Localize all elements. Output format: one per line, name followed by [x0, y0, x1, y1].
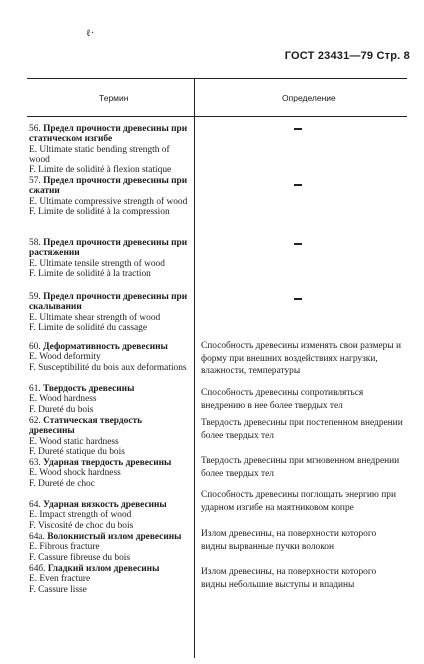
definition-dash-56 [294, 128, 302, 130]
term-ru: Гладкий излом древесины [47, 564, 160, 574]
term-ru: Предел прочности древесины при растяжении [29, 238, 188, 259]
term-fr: F. Dureté du bois [29, 404, 94, 415]
term-number: 60. [29, 342, 41, 352]
term-entry-56 [29, 124, 190, 176]
term-number: 56. [29, 124, 41, 134]
term-ru: Ударная вязкость древесины [43, 500, 167, 510]
term-entry-64 [29, 500, 190, 532]
term-fr: F. Susceptibilité du bois aux deformations [29, 362, 187, 373]
term-fr: F. Limite de solidité à la compression [29, 206, 170, 217]
definition-63: Твердость древесины при мгновенном внедрении более твердых тел [201, 456, 400, 479]
term-number: 64б. [29, 564, 46, 574]
term-number: 64а. [29, 532, 45, 542]
term-entry-59 [29, 292, 190, 342]
term-fr: F. Limite de solidité à la traction [29, 268, 151, 279]
term-ru: Волокнистый излом древесины [47, 532, 182, 542]
term-fr: F. Dureté statique du bois [29, 446, 125, 457]
term-en: E. Wood static hardness [29, 436, 119, 447]
term-ru: Предел прочности древесины при статическом изгибе [29, 124, 188, 145]
term-number: 57. [29, 176, 41, 186]
terms-table [27, 78, 407, 658]
column-divider [194, 78, 195, 658]
term-en: E. Ultimate tensile strength of wood [29, 258, 165, 269]
page-header: ГОСТ 23431—79 Стр. 8 [284, 50, 410, 62]
term-fr: F. Viscosité de choc du bois [29, 520, 134, 531]
table-top-rule [27, 78, 407, 79]
table-head-rule [27, 116, 407, 117]
definition-61: Способность древесины сопротивляться внедрению в нее более твердых тел [201, 388, 364, 411]
term-en: E. Ultimate static bending strength of wood [29, 144, 170, 165]
term-entry-61 [29, 384, 190, 416]
term-number: 62. [29, 416, 41, 426]
term-en: E. Ultimate shear strength of wood [29, 312, 161, 323]
column-header-definition: Определение [282, 93, 336, 103]
term-en: E. Wood shock hardness [29, 468, 121, 479]
term-number: 61. [29, 384, 41, 394]
term-ru: Деформативность древесины [43, 342, 168, 352]
term-number: 58. [29, 238, 41, 248]
term-ru: Предел прочности древесины при скалывании [29, 292, 188, 313]
term-en: E. Even fracture [29, 574, 91, 585]
definition-dash-58 [294, 243, 302, 245]
column-header-term: Термин [99, 93, 129, 103]
term-fr: F. Dureté de choc [29, 478, 95, 489]
term-ru: Ударная твердость древесины [43, 458, 172, 468]
term-entry-62 [29, 416, 190, 458]
definition-dash-59 [294, 298, 302, 300]
term-entry-64b [29, 564, 190, 596]
definition-64: Способность древесины поглощать энергию при ударном изгибе на маятниковом копре [201, 490, 396, 513]
term-entry-60 [29, 342, 190, 384]
term-fr: F. Cassure fibreuse du bois [29, 552, 131, 563]
term-entry-58 [29, 238, 190, 292]
term-en: E. Ultimate compressive strength of wood [29, 196, 188, 207]
term-fr: F. Cassure lisse [29, 584, 87, 595]
term-ru: Твердость древесины [43, 384, 135, 394]
term-entry-63 [29, 458, 190, 500]
term-number: 63. [29, 458, 41, 468]
definition-64b: Излом древесины, на поверхности которого видны небольшие выступы и впадины [201, 567, 377, 590]
page-mark: ℓ· [86, 28, 95, 39]
term-en: E. Wood hardness [29, 394, 97, 405]
definition-62: Твердость древесины при постепенном внедрении более твердых тел [201, 418, 403, 441]
term-number: 59. [29, 292, 41, 302]
term-ru: Статическая твердость древесины [29, 416, 143, 437]
definition-dash-57 [294, 184, 302, 186]
term-en: E. Impact strength of wood [29, 510, 132, 521]
terms-column [29, 124, 190, 596]
term-en: E. Fibrous fracture [29, 542, 100, 553]
term-fr: F. Limite de solidité à flexion statique [29, 165, 172, 176]
definition-60: Способность древесины изменять свои размеры и форму при внешних воздействиях нагрузки, влажности, температуры [201, 341, 402, 376]
term-entry-57 [29, 176, 190, 238]
term-entry-64a [29, 532, 190, 564]
term-en: E. Wood deformity [29, 352, 101, 363]
term-fr: F. Limite de solidité du cassage [29, 322, 147, 333]
term-ru: Предел прочности древесины при сжатии [29, 176, 188, 197]
term-number: 64. [29, 500, 41, 510]
definition-64a: Излом древесины, на поверхности которого видны вырванные пучки волокон [201, 529, 377, 552]
